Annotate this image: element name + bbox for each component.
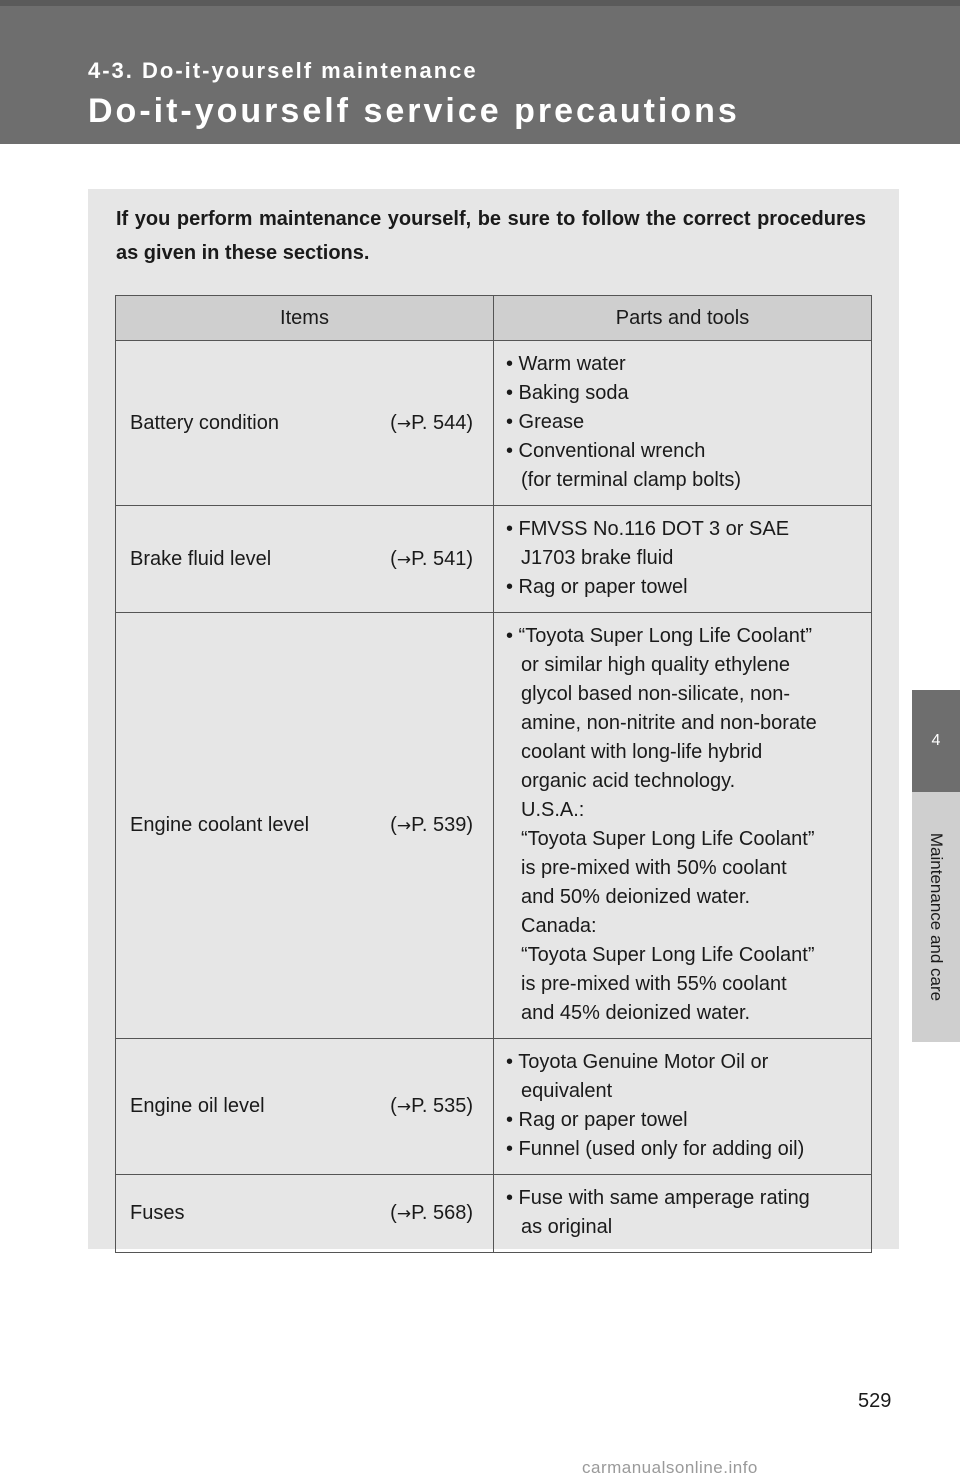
chapter-title: Maintenance and care <box>927 832 947 1002</box>
section-label: 4-3. Do-it-yourself maintenance <box>88 58 478 83</box>
parts-cell <box>494 506 872 613</box>
parts-cell <box>494 1039 872 1175</box>
item-cell <box>116 506 494 613</box>
parts-list-item: • Funnel (used only for adding oil) <box>506 1138 805 1160</box>
item-name: Fuses <box>130 1202 185 1224</box>
item-name: Engine oil level <box>130 1095 265 1117</box>
page-reference: (→P. 541) <box>390 547 473 570</box>
parts-list-item: • Warm water <box>506 353 626 375</box>
page-reference: (→P. 544) <box>390 411 473 434</box>
item-name: Brake fluid level <box>130 547 272 570</box>
intro-text: If you perform maintenance yourself, be sure to follow the correct procedures as given in these sections. <box>116 208 866 264</box>
arrow-right-icon: → <box>396 1097 412 1117</box>
parts-list-item: • FMVSS No.116 DOT 3 or SAE J1703 brake fluid <box>506 518 790 569</box>
table-row <box>116 613 872 1039</box>
header-top-line <box>0 0 960 6</box>
item-cell <box>116 341 494 506</box>
parts-list-item: • Grease <box>506 411 585 433</box>
parts-list-item: • “Toyota Super Long Life Coolant” or similar high quality ethylene glycol based non-silicate, non- amine, non-nitrite and non-borate coolant with long-life hybrid organic acid technology. U.S.A.: “Toyota Super Long Life Coolant” is pre-mixed with 50% coolant and 50% deionized water. Canada: “Toyota Super Long Life Coolant” is pre-mixed with 55% coolant and 45% deionized water. <box>506 625 817 1024</box>
item-cell <box>116 613 494 1039</box>
table-row <box>116 341 872 506</box>
table-row <box>116 1175 872 1253</box>
item-cell <box>116 1175 494 1253</box>
table-row <box>116 1039 872 1175</box>
parts-list-item: • Baking soda <box>506 382 629 404</box>
page-reference: (→P. 568) <box>390 1202 473 1224</box>
parts-cell <box>494 613 872 1039</box>
arrow-right-icon: → <box>396 816 412 836</box>
arrow-right-icon: → <box>396 1204 412 1224</box>
arrow-right-icon: → <box>396 549 412 570</box>
page-number: 529 <box>858 1390 892 1412</box>
table-header-row <box>116 296 872 341</box>
chapter-title-strip <box>912 792 960 1042</box>
item-name: Engine coolant level <box>130 814 310 836</box>
page-title: Do-it-yourself service precautions <box>88 92 740 130</box>
arrow-right-icon: → <box>396 413 412 434</box>
parts-list-item: • Rag or paper towel <box>506 576 688 598</box>
watermark: carmanualsonline.info <box>582 1458 758 1477</box>
parts-list-item: • Fuse with same amperage rating as original <box>506 1187 810 1238</box>
page-header <box>0 0 960 144</box>
parts-list-item: • Toyota Genuine Motor Oil or equivalent <box>506 1051 769 1102</box>
chapter-number-tab: 4 <box>912 690 960 792</box>
maintenance-table <box>115 295 872 1253</box>
column-header-parts: Parts and tools <box>494 296 872 341</box>
page-reference: (→P. 539) <box>390 814 473 836</box>
page-reference: (→P. 535) <box>390 1095 473 1117</box>
column-header-items: Items <box>116 296 494 341</box>
table-row <box>116 506 872 613</box>
parts-cell <box>494 1175 872 1253</box>
parts-list-item: • Rag or paper towel <box>506 1109 688 1131</box>
parts-cell <box>494 341 872 506</box>
item-cell <box>116 1039 494 1175</box>
parts-list-item: • Conventional wrench (for terminal clamp bolts) <box>506 440 742 491</box>
item-name: Battery condition <box>130 411 279 434</box>
